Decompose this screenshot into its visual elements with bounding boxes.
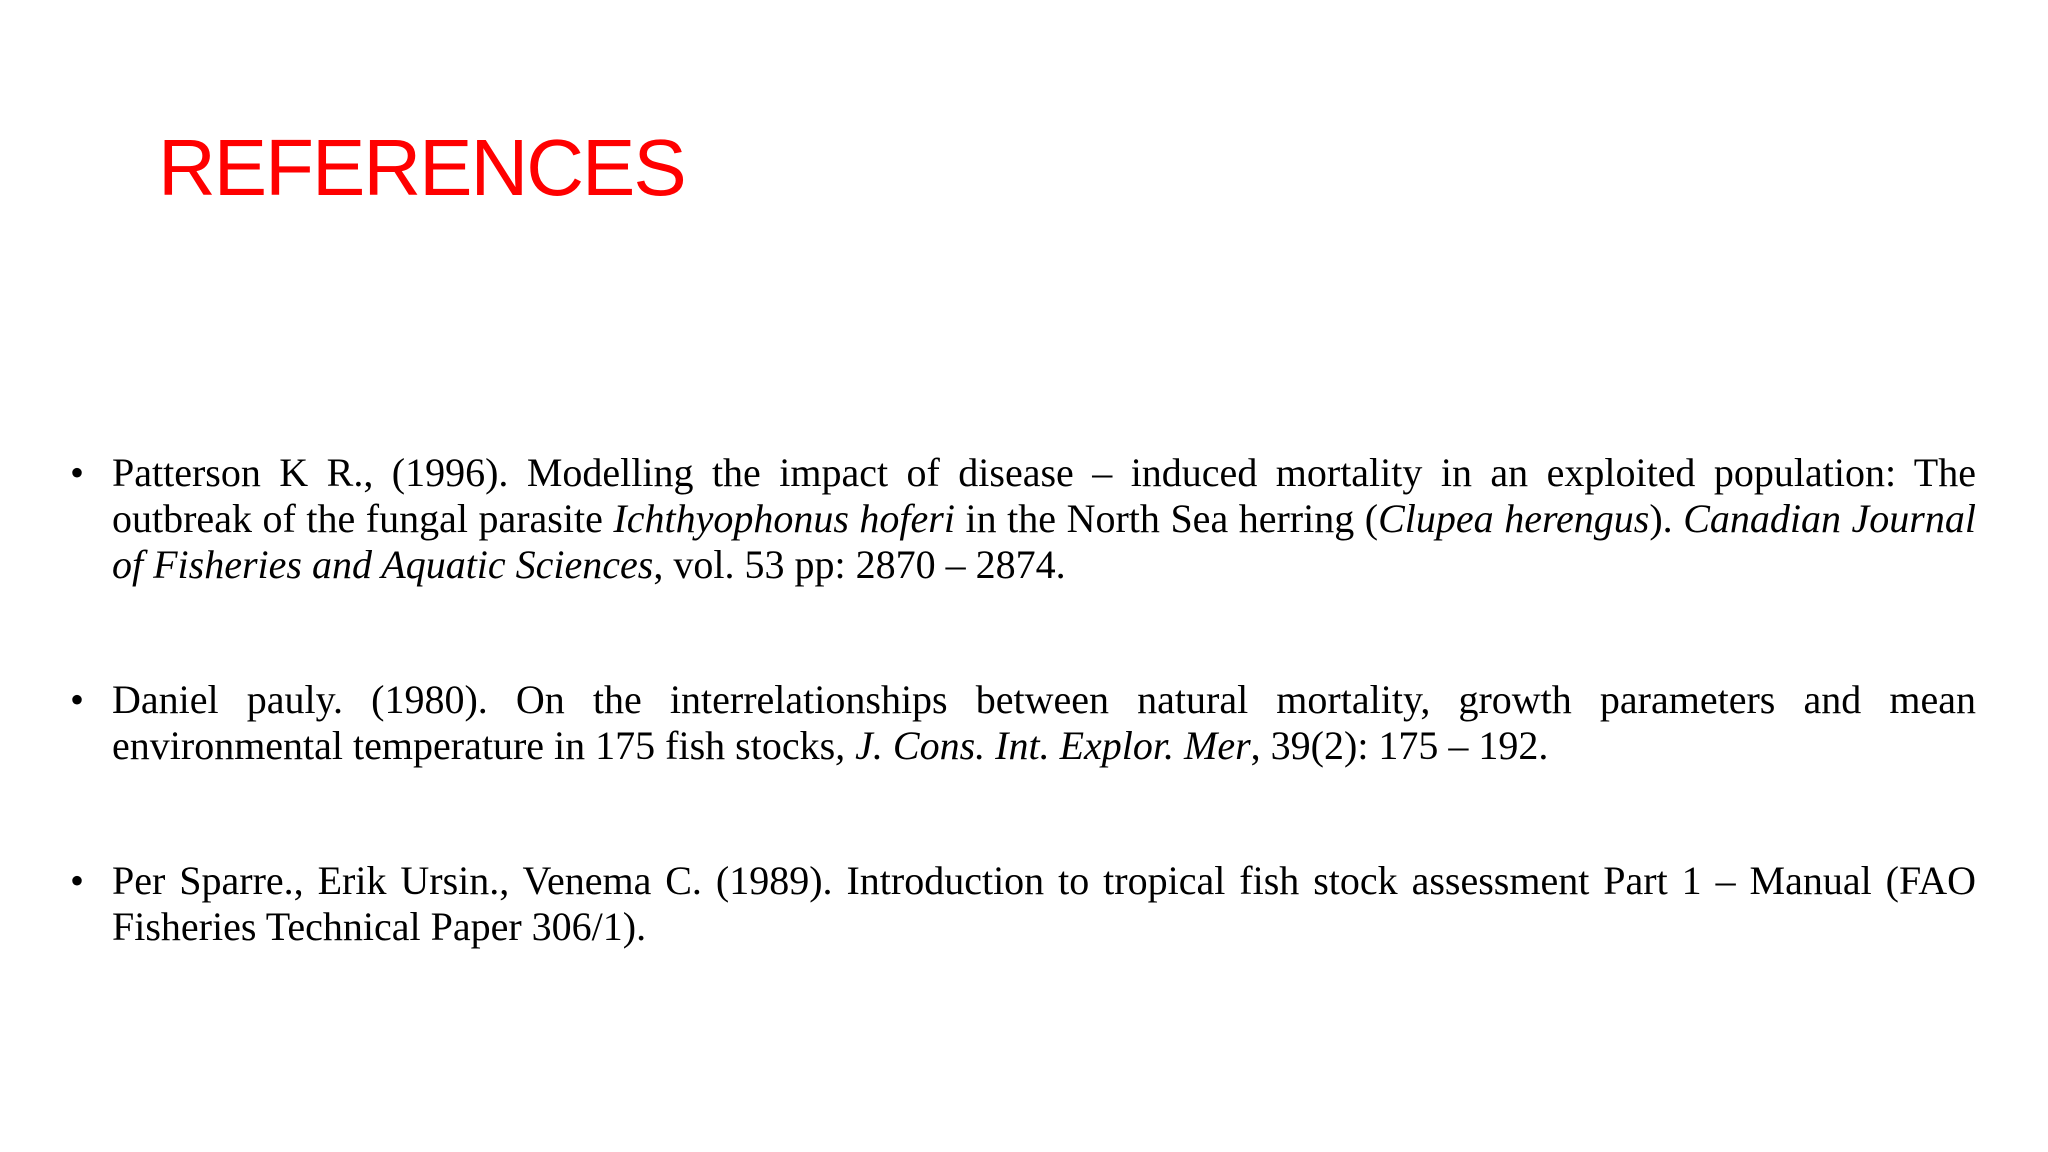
reference-text [112, 677, 1976, 769]
reference-text [112, 450, 1976, 588]
bullet-icon: • [70, 450, 85, 495]
reference-segment: , 39(2): 175 – 192. [1250, 723, 1549, 768]
reference-item-patterson [70, 450, 1976, 588]
reference-segment-species: Clupea herengus [1378, 496, 1650, 541]
reference-segment-journal: Canadian Journal of Fisheries and Aquatic Sciences [112, 496, 1976, 587]
reference-segment: , vol. 53 pp: 2870 – 2874. [653, 542, 1066, 587]
reference-list [70, 450, 1976, 950]
reference-segment: in the North Sea herring ( [954, 496, 1379, 541]
bullet-icon: • [70, 677, 85, 722]
reference-segment: Daniel pauly. (1980). On the interrelationships between natural mortality, growth parameters and mean environmental temperature in 175 fish stocks [112, 677, 1976, 768]
reference-segment-journal: , J. Cons. Int. Explor. Mer [835, 723, 1251, 768]
bullet-icon: • [70, 858, 85, 903]
reference-segment: Per Sparre., Erik Ursin., Venema C. (1989). Introduction to tropical fish stock assessment Part 1 – Manual (FAO Fisheries Technical Paper 306/1). [112, 858, 1976, 949]
reference-segment: Patterson K R., (1996). Modelling the impact of disease – induced mortality in an exploited population: The outbreak of the fungal parasite [112, 450, 1976, 541]
reference-segment-species: Ichthyophonus hoferi [613, 496, 955, 541]
reference-item-pauly [70, 677, 1976, 769]
reference-segment: ). [1649, 496, 1684, 541]
reference-text [112, 858, 1976, 950]
slide-title: REFERENCES [158, 123, 685, 212]
reference-item-sparre [70, 858, 1976, 950]
